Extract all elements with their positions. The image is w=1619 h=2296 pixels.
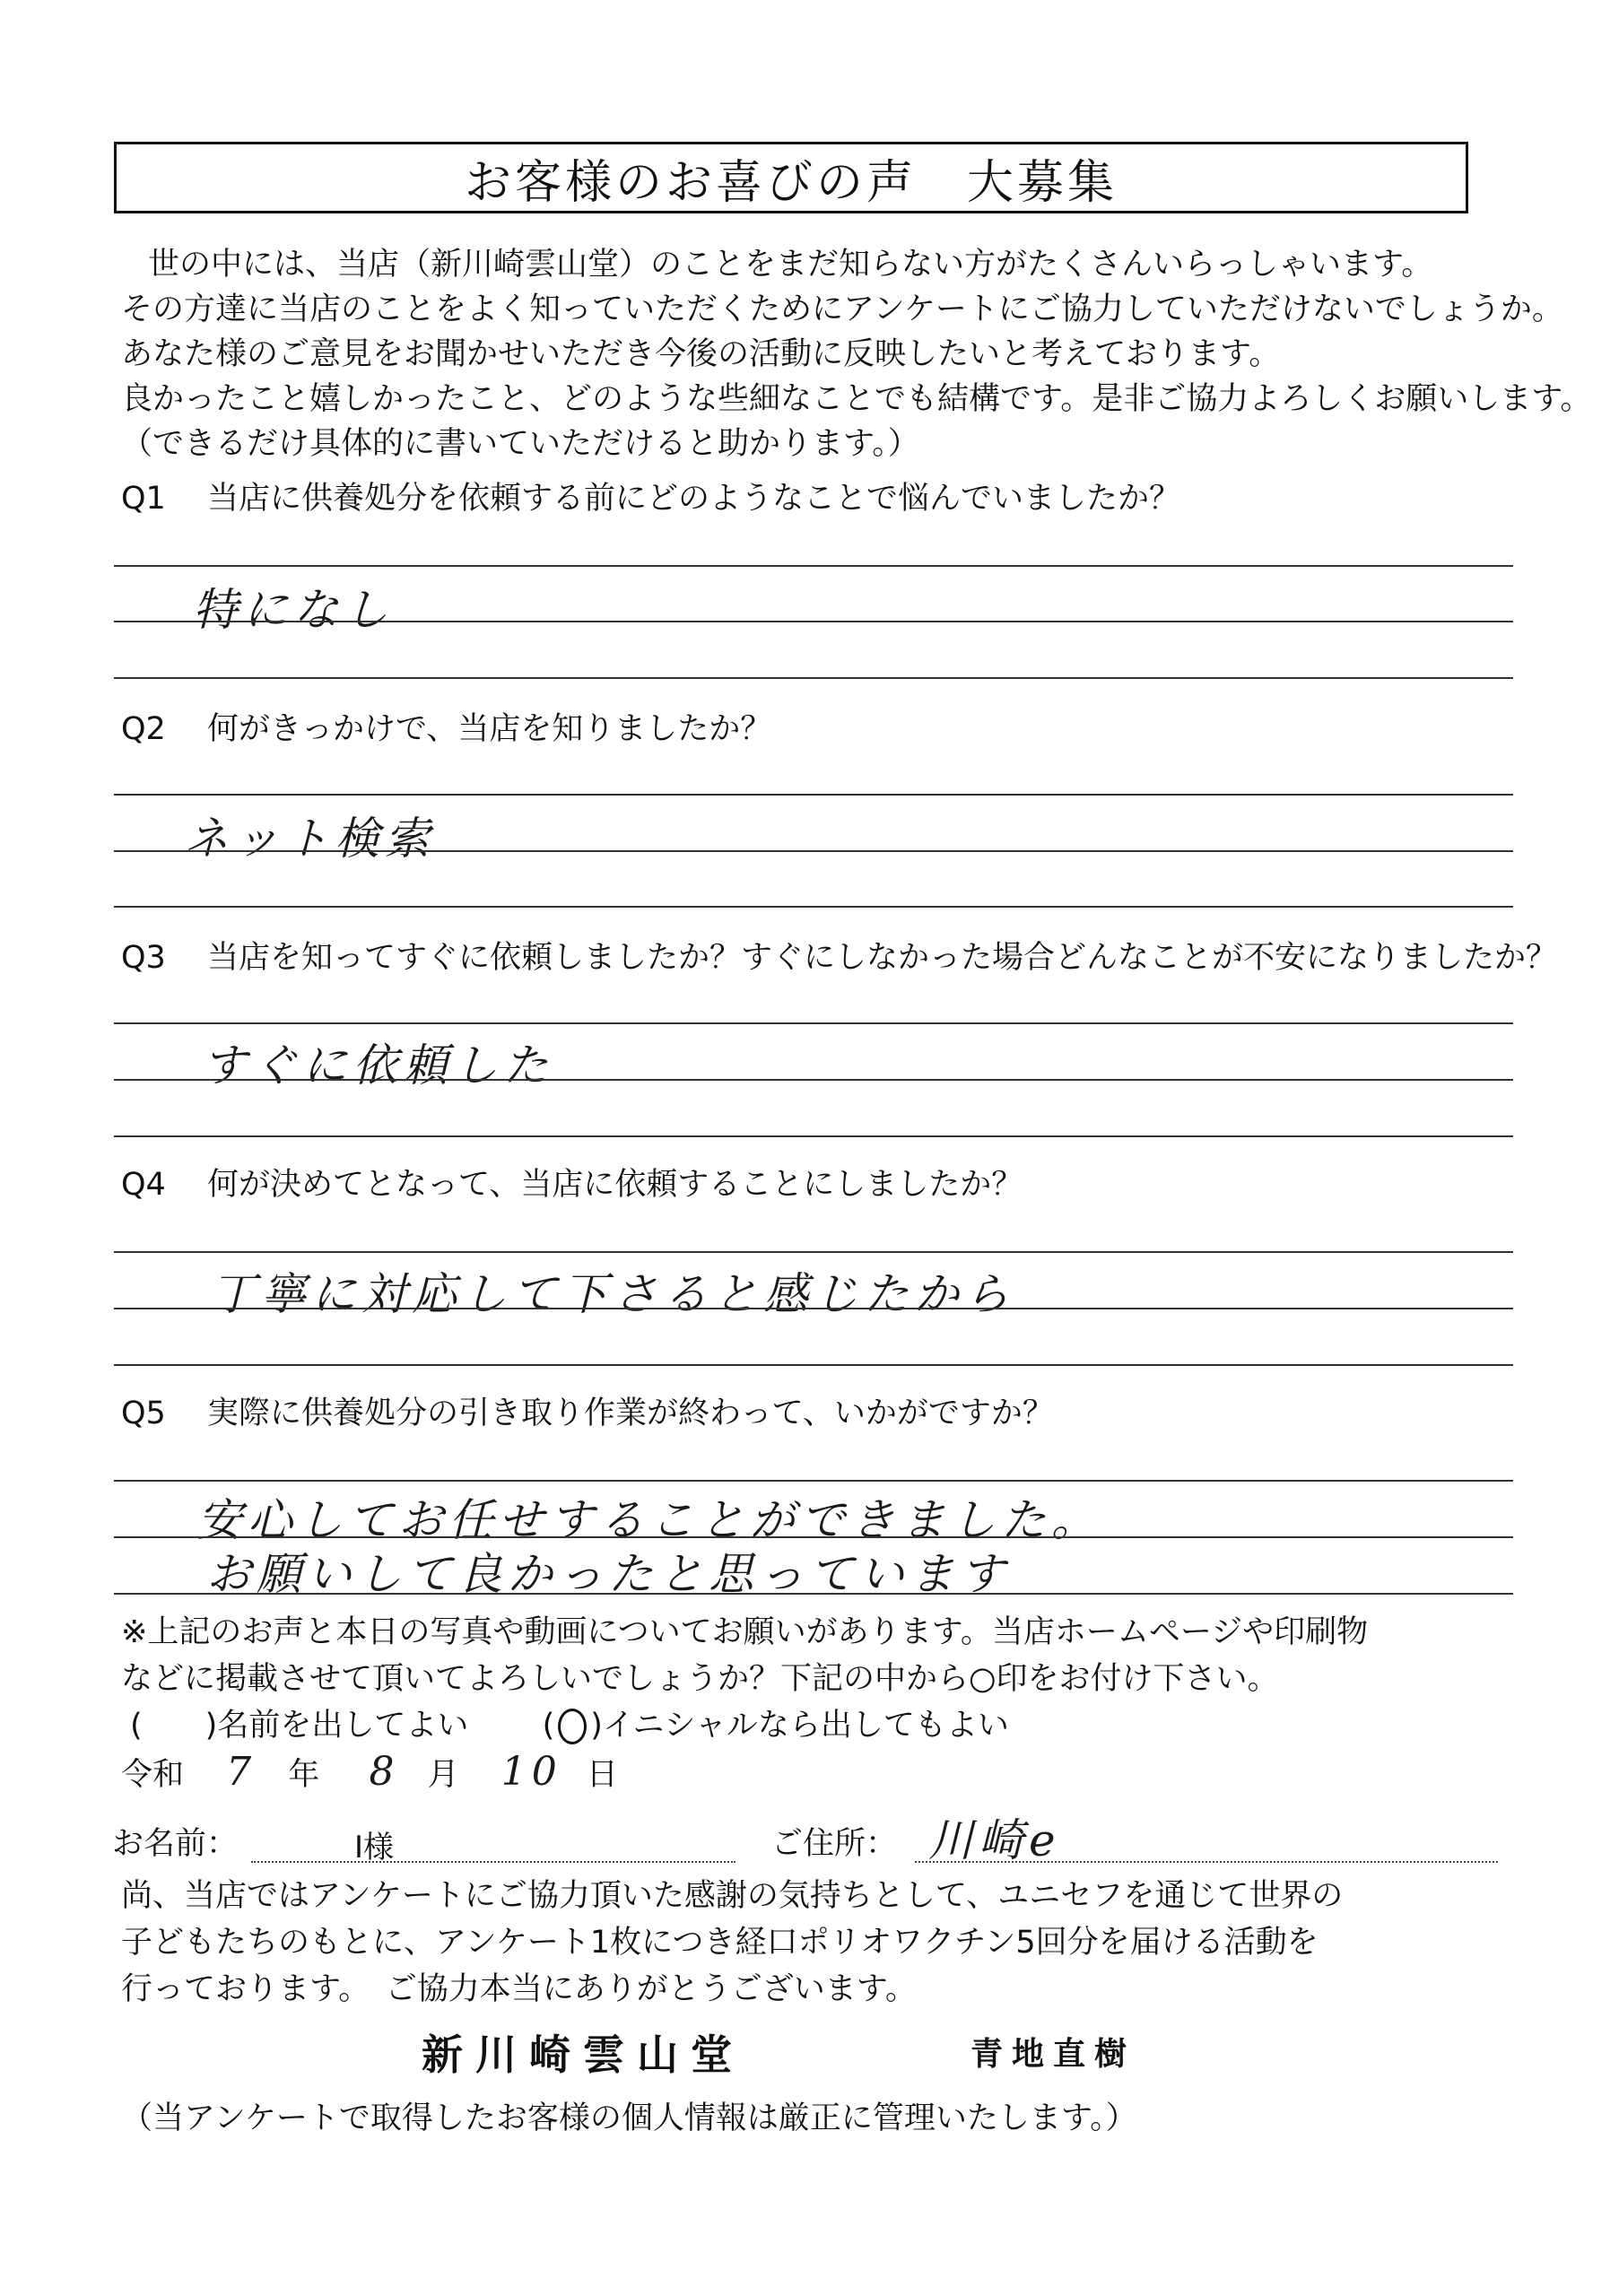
answer-line [114,1308,1513,1309]
answer-line [114,677,1513,679]
address-underline [915,1861,1498,1863]
answer-line [114,1593,1513,1595]
answer-line [114,1135,1513,1137]
answer-line [114,1480,1513,1482]
question-text: 何がきっかけで、当店を知りましたか？ [206,711,772,747]
consent-line-2: などに掲載させて頂いてよろしいでしょうか？下記の中から○印をお付け下さい。 [121,1661,1279,1697]
question-label: Q2 [121,711,166,747]
person-name: 青地直樹 [971,2035,1136,2073]
answer-4: 丁寧に対応して下さると感じたから [211,1268,1014,1320]
question-3 [121,933,1557,978]
question-4 [121,1160,1023,1205]
intro-line-5: （できるだけ具体的に書いていただけると助かります。） [121,426,919,462]
intro-line-3: あなた様のご意見をお聞かせいただき今後の活動に反映したいと考えております。 [121,336,1281,372]
question-text: 何が決めてとなって、当店に依頼することにしましたか？ [206,1167,1023,1203]
date-era: 令和 [121,1757,185,1793]
question-5 [121,1388,1054,1433]
answer-1: 特になし [193,584,394,636]
option-label-initials: イニシャルなら出してもよい [602,1708,1009,1744]
page-title: お客様のお喜びの声 大募集 [114,142,1468,213]
shop-name: 新川崎雲山堂 [422,2031,744,2079]
answer-line [114,1251,1513,1253]
date-month: 8 [369,1749,400,1795]
question-label: Q3 [121,940,166,976]
answer-line [114,1079,1513,1081]
question-label: Q1 [121,481,166,517]
answer-line [114,565,1513,567]
answer-3: すぐに依頼した [202,1039,553,1091]
date-day-unit: 日 [586,1757,618,1793]
name-label: お名前： [112,1826,239,1862]
answer-line [114,794,1513,796]
name-underline [251,1861,736,1863]
closing-line-3: 行っております。 ご協力本当にありがとうございます。 [121,1971,917,2007]
address-label: ご住所： [771,1826,898,1862]
consent-line-1: ※上記のお声と本日の写真や動画についてお願いがあります。当店ホームページや印刷物 [121,1614,1369,1650]
question-text: 当店を知ってすぐに依頼しましたか？すぐにしなかった場合どんなことが不安になりましたか？ [206,940,1557,976]
date-year: 7 [226,1749,257,1795]
option-label-name: 名前を出してよい [217,1708,469,1744]
question-text: 当店に供養処分を依頼する前にどのようなことで悩んでいましたか？ [206,481,1180,517]
date-day: 10 [500,1749,562,1795]
closing-line-2: 子どもたちのもとに、アンケート1枚につき経口ポリオワクチン5回分を届ける活動を [121,1925,1319,1961]
answer-2: ネット検索 [184,813,435,865]
option-checkbox-name[interactable]: ( ) [130,1708,218,1744]
answer-5-line-2: お願いして良かったと思っています [206,1548,1010,1600]
date-month-unit: 月 [427,1757,459,1793]
privacy-note: （当アンケートで取得したお客様の個人情報は厳正に管理いたします。） [121,2100,1137,2136]
answer-line [114,1364,1513,1366]
circle-mark-icon [558,1709,587,1744]
date-line [121,1749,618,1798]
intro-line-4: 良かったこと嬉しかったこと、どのような些細なことでも結構です。是非ご協力よろしくお願いします。 [121,381,1592,417]
closing-line-1: 尚、当店ではアンケートにご協力頂いた感謝の気持ちとして、ユニセフを通じて世界の [121,1878,1344,1914]
question-1 [121,474,1180,518]
answer-line [114,906,1513,908]
question-text: 実際に供養処分の引き取り作業が終わって、いかがですか？ [206,1396,1054,1431]
answer-line [114,1022,1513,1024]
question-2 [121,704,771,749]
intro-line-2: その方達に当店のことをよく知っていただくためにアンケートにご協力していただけないでしょうか。 [121,291,1563,327]
question-label: Q4 [121,1167,166,1203]
question-label: Q5 [121,1396,166,1431]
date-year-unit: 年 [288,1757,320,1793]
consent-options [130,1702,1009,1749]
option-checkbox-initials[interactable]: ( ) [542,1708,603,1744]
address-value: 川崎e [928,1814,1061,1866]
answer-line [114,850,1513,852]
answer-line [114,621,1513,622]
intro-line-1: 世の中には、当店（新川崎雲山堂）のことをまだ知らない方がたくさんいらっしゃいます。 [148,247,1433,283]
answer-5-line-1: 安心してお任せすることができました。 [197,1494,1101,1546]
name-value: I様 [354,1830,395,1866]
